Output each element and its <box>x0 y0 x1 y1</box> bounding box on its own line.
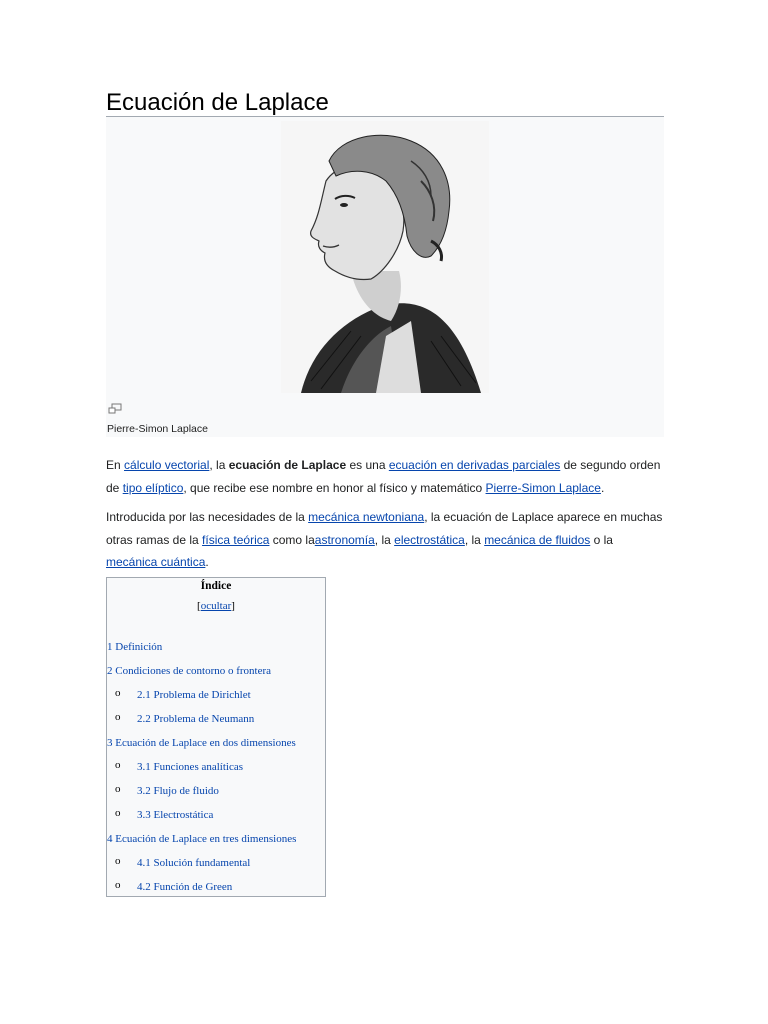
toc-item[interactable]: 3.2 Flujo de fluido <box>137 785 219 797</box>
bold-term: ecuación de Laplace <box>228 458 347 472</box>
link-mecanica-cuantica[interactable]: mecánica cuántica <box>106 555 206 569</box>
toc-item[interactable]: 2.1 Problema de Dirichlet <box>137 689 251 701</box>
toc-item[interactable]: 4.2 Función de Green <box>137 881 233 893</box>
portrait-image[interactable] <box>281 121 489 393</box>
toc-bullet: o <box>115 807 121 819</box>
toc-item[interactable]: 4.1 Solución fundamental <box>137 857 251 869</box>
link-fisica-teorica[interactable]: física teórica <box>202 532 270 547</box>
figure-caption: Pierre-Simon Laplace <box>107 423 208 435</box>
toc-item[interactable]: 2 Condiciones de contorno o frontera <box>107 665 272 677</box>
page-title: Ecuación de Laplace <box>106 88 664 117</box>
toc-hide-link[interactable]: ocultar <box>200 600 232 612</box>
toc-item[interactable]: 4 Ecuación de Laplace en tres dimensiones <box>107 833 297 845</box>
link-ecuacion-derivadas-parciales[interactable]: ecuación en derivadas parciales <box>388 458 561 472</box>
toc-bullet: o <box>115 783 121 795</box>
link-pierre-simon-laplace[interactable]: Pierre-Simon Laplace <box>485 480 601 495</box>
toc-bullet: o <box>115 687 121 699</box>
toc-item[interactable]: 3.1 Funciones analíticas <box>137 761 244 773</box>
magnify-icon[interactable] <box>108 402 122 414</box>
toc-bullet: o <box>115 711 121 723</box>
toc-bullet: o <box>115 759 121 771</box>
link-mecanica-newtoniana[interactable]: mecánica newtoniana <box>308 510 425 524</box>
table-of-contents <box>106 577 326 897</box>
toc-item[interactable]: 1 Definición <box>107 641 163 653</box>
toc-item[interactable]: 3 Ecuación de Laplace en dos dimensiones <box>107 737 296 749</box>
link-tipo-eliptico[interactable]: tipo elíptico <box>122 480 184 495</box>
toc-toggle: [ocultar] <box>197 600 235 612</box>
toc-bullet: o <box>115 855 121 867</box>
intro-paragraph-1: En cálculo vectorial, la ecuación de Laplace es una ecuación en derivadas parciales de segundo orden de tipo elíptico, que recibe ese nombre en honor al físico y matemático Pierre-Simon Laplace. <box>106 458 661 495</box>
link-mecanica-de-fluidos[interactable]: mecánica de fluidos <box>484 532 591 547</box>
link-calculo-vectorial[interactable]: cálculo vectorial <box>124 458 210 472</box>
toc-item[interactable]: 3.3 Electrostática <box>137 809 214 821</box>
toc-title: Índice <box>200 580 232 592</box>
toc-item[interactable]: 2.2 Problema de Neumann <box>137 713 255 725</box>
intro-paragraph-2: Introducida por las necesidades de la mecánica newtoniana, la ecuación de Laplace aparece en muchas otras ramas de la física teórica como laastronomía, la electrostática, la mecánica de fluidos o la mecánica cuántica. <box>106 510 663 569</box>
toc-bullet: o <box>115 879 121 891</box>
link-electrostatica[interactable]: electrostática <box>394 532 465 547</box>
link-astronomia[interactable]: astronomía <box>314 532 375 547</box>
figure <box>106 117 664 437</box>
